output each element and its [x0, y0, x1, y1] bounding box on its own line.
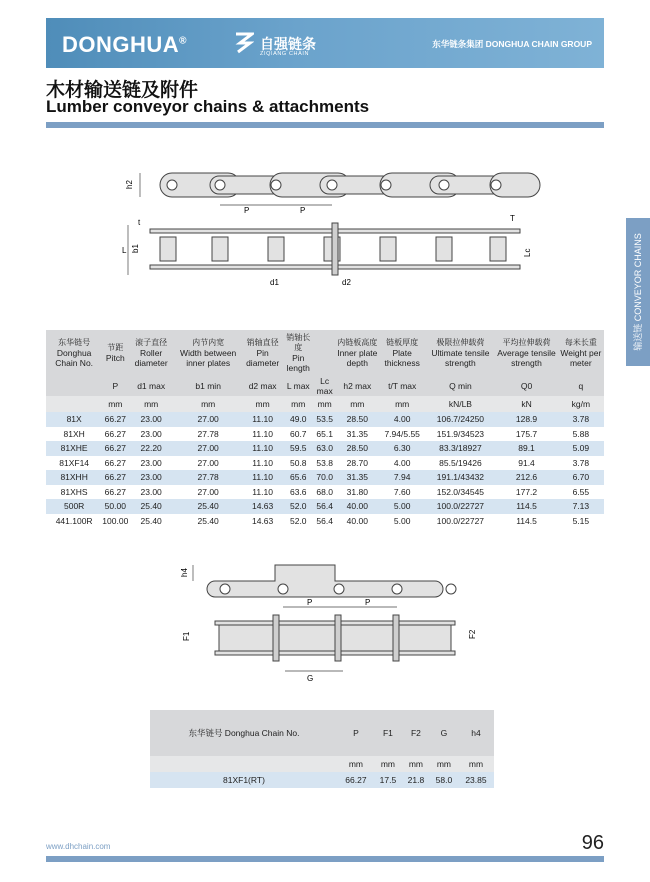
column-header-en: Weight per meter — [560, 348, 602, 368]
table-cell: 128.9 — [495, 412, 557, 427]
column-unit: mm — [314, 396, 336, 412]
label-G: G — [307, 674, 314, 683]
table-cell: 6.70 — [558, 470, 604, 485]
table-cell: 65.6 — [283, 470, 314, 485]
table-cell: 25.40 — [174, 499, 242, 514]
table-cell: 4.00 — [379, 456, 426, 471]
table-cell: 175.7 — [495, 427, 557, 442]
attachment-cell: 21.8 — [402, 772, 430, 788]
column-symbol: d2 max — [242, 376, 283, 396]
column-header-en: Pin diameter — [246, 348, 280, 368]
attachment-cell: 23.85 — [458, 772, 494, 788]
column-header — [336, 330, 379, 376]
label-pitch-1: P — [244, 206, 250, 215]
table-cell: 27.00 — [174, 456, 242, 471]
table-cell: 68.0 — [314, 485, 336, 500]
column-symbol: h2 max — [336, 376, 379, 396]
attachment-unit-row — [150, 756, 494, 772]
label-h2: h2 — [125, 180, 134, 189]
table-cell: 177.2 — [495, 485, 557, 500]
logo-registered: ® — [179, 35, 188, 47]
column-header-cn: 每米长重 — [564, 338, 597, 347]
table-cell: 70.0 — [314, 470, 336, 485]
section-side-tab-label: 输送链 CONVEYOR CHAINS — [633, 233, 643, 351]
table-cell: 23.00 — [128, 470, 174, 485]
attachment-column-unit: mm — [458, 756, 494, 772]
label-h4: h4 — [180, 568, 189, 577]
column-header-en: Ultimate tensile strength — [431, 348, 490, 368]
table-cell: 23.00 — [128, 456, 174, 471]
table-cell: 7.94/5.55 — [379, 427, 426, 442]
attachment-column-unit: mm — [374, 756, 402, 772]
table-cell: 3.78 — [558, 456, 604, 471]
label-d2: d2 — [342, 278, 351, 287]
chain-number-cell: 81XF14 — [46, 456, 102, 471]
table-cell: 11.10 — [242, 441, 283, 456]
chain-spec-table-body — [46, 330, 604, 528]
title-divider — [46, 122, 604, 128]
chain-number-cell: 81XHH — [46, 470, 102, 485]
table-cell: 3.78 — [558, 412, 604, 427]
chain-number-cell: 81XH — [46, 427, 102, 442]
table-cell: 65.1 — [314, 427, 336, 442]
table-cell: 91.4 — [495, 456, 557, 471]
table-cell: 11.10 — [242, 456, 283, 471]
column-header — [102, 330, 128, 376]
column-header — [314, 330, 336, 376]
table-cell: 151.9/34523 — [425, 427, 495, 442]
column-unit: mm — [242, 396, 283, 412]
footer-divider — [46, 856, 604, 862]
table-cell: 66.27 — [102, 470, 128, 485]
table-cell: 63.0 — [314, 441, 336, 456]
logo-text: DONGHUA — [62, 32, 180, 57]
label-pitch-a: P — [307, 598, 313, 607]
column-header-cn: 内节内宽 — [192, 338, 225, 347]
column-header — [46, 330, 102, 376]
column-header-cn: 内链板高度 — [337, 338, 378, 347]
table-cell: 14.63 — [242, 514, 283, 529]
table-cell: 53.5 — [314, 412, 336, 427]
attachment-column-header: G — [430, 710, 458, 756]
table-cell: 66.27 — [102, 456, 128, 471]
column-unit: mm — [128, 396, 174, 412]
attachment-column-header: F1 — [374, 710, 402, 756]
table-cell: 100.0/22727 — [425, 514, 495, 529]
table-cell: 25.40 — [174, 514, 242, 529]
table-cell: 23.00 — [128, 412, 174, 427]
table-cell: 5.88 — [558, 427, 604, 442]
page-title-chinese: 木材输送链及附件 — [46, 79, 199, 101]
chain-number-cell: 81XHE — [46, 441, 102, 456]
column-unit: kg/m — [558, 396, 604, 412]
column-header — [379, 330, 426, 376]
table-cell: 11.10 — [242, 427, 283, 442]
brand-logo — [62, 32, 187, 58]
column-symbol: Q0 — [495, 376, 557, 396]
table-cell: 25.40 — [128, 499, 174, 514]
table-cell: 50.8 — [283, 456, 314, 471]
column-unit — [46, 396, 102, 412]
attachment-spec-table — [150, 710, 494, 788]
table-row — [46, 412, 604, 427]
table-cell: 11.10 — [242, 485, 283, 500]
table-cell: 31.35 — [336, 427, 379, 442]
column-symbol: P — [102, 376, 128, 396]
column-header-cn: 链板厚度 — [386, 338, 419, 347]
chain-section-view — [150, 223, 520, 275]
table-row — [46, 470, 604, 485]
chain-diagram-2 — [175, 555, 495, 685]
chain-spec-table — [46, 330, 604, 528]
label-pitch-b: P — [365, 598, 371, 607]
table-cell: 106.7/24250 — [425, 412, 495, 427]
column-symbol: Lc max — [314, 376, 336, 396]
header-row-names — [46, 330, 604, 376]
label-pitch-2: P — [300, 206, 306, 215]
table-cell: 11.10 — [242, 412, 283, 427]
column-header-cn: 极限拉伸载荷 — [436, 338, 485, 347]
attachment-cell: 66.27 — [338, 772, 374, 788]
table-cell: 28.70 — [336, 456, 379, 471]
table-cell: 27.00 — [174, 441, 242, 456]
table-cell: 49.0 — [283, 412, 314, 427]
column-header-cn: 销轴长度 — [286, 333, 311, 352]
label-F2: F2 — [468, 629, 477, 639]
attachment-column-header: F2 — [402, 710, 430, 756]
column-unit: mm — [102, 396, 128, 412]
table-cell: 114.5 — [495, 514, 557, 529]
table-cell: 52.0 — [283, 514, 314, 529]
column-header-en: Donghua Chain No. — [55, 348, 94, 368]
table-cell: 27.00 — [174, 412, 242, 427]
table-cell: 66.27 — [102, 427, 128, 442]
attachment-column-header: h4 — [458, 710, 494, 756]
column-symbol: d1 max — [128, 376, 174, 396]
column-unit: mm — [336, 396, 379, 412]
label-t: t — [138, 218, 141, 227]
header-row-units — [46, 396, 604, 412]
attachment-column-header: P — [338, 710, 374, 756]
column-header — [558, 330, 604, 376]
table-cell: 100.0/22727 — [425, 499, 495, 514]
table-row — [46, 485, 604, 500]
table-cell: 40.00 — [336, 499, 379, 514]
column-header-en: Inner plate depth — [337, 348, 378, 368]
column-header — [425, 330, 495, 376]
section-side-tab — [626, 218, 650, 366]
table-cell: 59.5 — [283, 441, 314, 456]
table-cell: 53.8 — [314, 456, 336, 471]
table-cell: 6.55 — [558, 485, 604, 500]
group-name: 东华链条集团 DONGHUA CHAIN GROUP — [432, 39, 592, 49]
column-symbol: q — [558, 376, 604, 396]
column-header — [174, 330, 242, 376]
table-cell: 66.27 — [102, 412, 128, 427]
page-title-english: Lumber conveyor chains & attachments — [46, 97, 370, 116]
column-symbol: Q min — [425, 376, 495, 396]
column-header-cn: 销轴直径 — [246, 338, 279, 347]
table-cell: 85.5/19426 — [425, 456, 495, 471]
table-cell: 66.27 — [102, 441, 128, 456]
column-header-cn: 节距 — [107, 343, 124, 352]
attachment-row — [150, 772, 494, 788]
table-cell: 56.4 — [314, 514, 336, 529]
attachment-spec-table-body — [150, 710, 494, 788]
table-cell: 6.30 — [379, 441, 426, 456]
label-L: L — [122, 246, 127, 255]
column-header-cn: 滚子直径 — [135, 338, 168, 347]
attachment-header-row — [150, 710, 494, 756]
table-cell: 5.15 — [558, 514, 604, 529]
column-header-en: Roller diameter — [134, 348, 168, 368]
column-header-en: Plate thickness — [384, 348, 420, 368]
column-header-en: Pitch — [105, 353, 125, 363]
table-cell: 7.13 — [558, 499, 604, 514]
column-unit: mm — [174, 396, 242, 412]
attachment-plate-view — [207, 565, 456, 597]
column-unit: mm — [283, 396, 314, 412]
column-unit: kN/LB — [425, 396, 495, 412]
column-symbol: t/T max — [379, 376, 426, 396]
attachment-column-header: 东华链号 Donghua Chain No. — [150, 710, 338, 756]
column-unit: mm — [379, 396, 426, 412]
table-cell: 89.1 — [495, 441, 557, 456]
column-symbol: b1 min — [174, 376, 242, 396]
page-number: 96 — [581, 832, 604, 854]
label-b1: b1 — [131, 244, 140, 253]
logo-subtitle: ZIQIANG CHAIN — [260, 51, 310, 57]
label-F1: F1 — [182, 631, 191, 641]
table-cell: 23.00 — [128, 485, 174, 500]
column-header-cn: 平均拉伸载荷 — [502, 338, 551, 347]
attachment-column-unit — [150, 756, 338, 772]
attachment-column-unit: mm — [402, 756, 430, 772]
chain-number-cell: 441.100R — [46, 514, 102, 529]
table-cell: 28.50 — [336, 441, 379, 456]
footer-website: www.dhchain.com — [46, 842, 111, 851]
table-row — [46, 514, 604, 529]
table-cell: 27.00 — [174, 485, 242, 500]
table-cell: 66.27 — [102, 485, 128, 500]
table-cell: 56.4 — [314, 499, 336, 514]
attachment-column-unit: mm — [338, 756, 374, 772]
table-cell: 25.40 — [128, 514, 174, 529]
label-d1: d1 — [270, 278, 279, 287]
chain-plate-view — [160, 173, 540, 197]
table-cell: 114.5 — [495, 499, 557, 514]
table-cell: 212.6 — [495, 470, 557, 485]
column-header-en: Average tensile strength — [497, 348, 556, 368]
table-cell: 83.3/18927 — [425, 441, 495, 456]
column-symbol: L max — [283, 376, 314, 396]
table-cell: 5.09 — [558, 441, 604, 456]
table-cell: 191.1/43432 — [425, 470, 495, 485]
table-cell: 11.10 — [242, 470, 283, 485]
table-cell: 22.20 — [128, 441, 174, 456]
table-cell: 152.0/34545 — [425, 485, 495, 500]
table-cell: 50.00 — [102, 499, 128, 514]
header-banner — [46, 18, 604, 68]
logo-mark-icon — [234, 32, 254, 54]
table-cell: 5.00 — [379, 514, 426, 529]
table-cell: 31.35 — [336, 470, 379, 485]
table-cell: 40.00 — [336, 514, 379, 529]
label-Lc: Lc — [523, 248, 532, 257]
chain-number-cell: 500R — [46, 499, 102, 514]
chain-number-cell: 81XHS — [46, 485, 102, 500]
table-cell: 31.80 — [336, 485, 379, 500]
table-cell: 7.60 — [379, 485, 426, 500]
column-header-en: Width between inner plates — [180, 348, 237, 368]
table-cell: 100.00 — [102, 514, 128, 529]
column-header — [242, 330, 283, 376]
column-unit: kN — [495, 396, 557, 412]
table-cell: 52.0 — [283, 499, 314, 514]
table-cell: 60.7 — [283, 427, 314, 442]
attachment-column-unit: mm — [430, 756, 458, 772]
table-row — [46, 441, 604, 456]
table-cell: 27.78 — [174, 427, 242, 442]
header-row-symbols — [46, 376, 604, 396]
table-cell: 14.63 — [242, 499, 283, 514]
attachment-cell: 17.5 — [374, 772, 402, 788]
table-cell: 23.00 — [128, 427, 174, 442]
column-symbol — [46, 376, 102, 396]
table-cell: 28.50 — [336, 412, 379, 427]
table-row — [46, 427, 604, 442]
attachment-cell: 58.0 — [430, 772, 458, 788]
column-header-en: Pin length — [286, 353, 310, 373]
attachment-cell: 81XF1(RT) — [150, 772, 338, 788]
attachment-section-view — [215, 615, 455, 661]
table-cell: 27.78 — [174, 470, 242, 485]
column-header — [495, 330, 557, 376]
table-cell: 7.94 — [379, 470, 426, 485]
table-cell: 5.00 — [379, 499, 426, 514]
label-T: T — [510, 214, 515, 223]
table-row — [46, 456, 604, 471]
chain-number-cell: 81X — [46, 412, 102, 427]
chain-diagram-1 — [110, 165, 550, 295]
table-row — [46, 499, 604, 514]
table-cell: 63.6 — [283, 485, 314, 500]
column-header — [128, 330, 174, 376]
column-header — [283, 330, 314, 376]
logo-chinese: 自强链条 — [260, 36, 316, 52]
column-header-cn: 东华链号 — [58, 338, 91, 347]
table-cell: 4.00 — [379, 412, 426, 427]
